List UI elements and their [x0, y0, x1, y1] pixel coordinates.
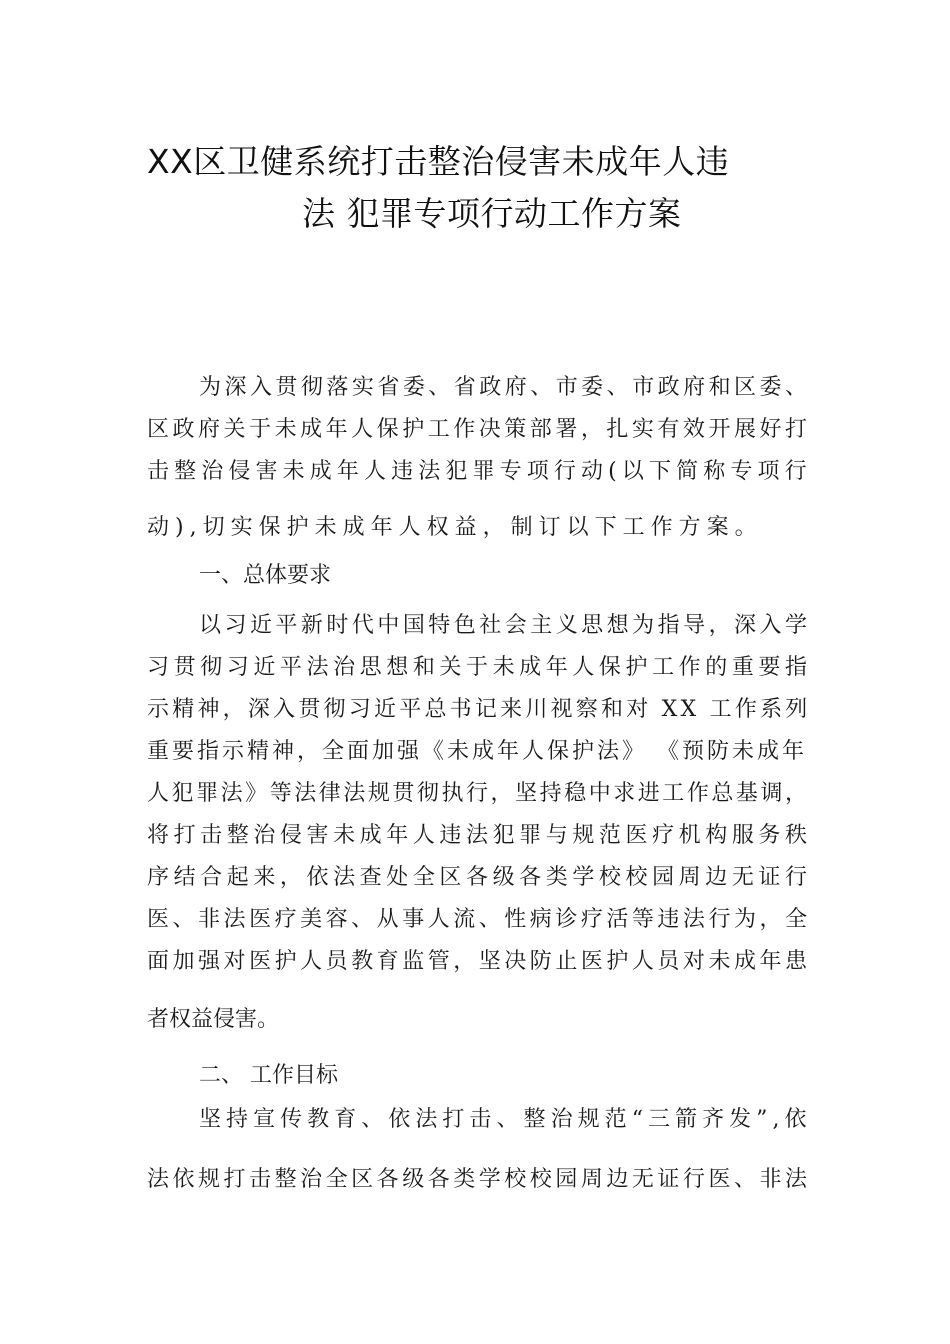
- document-title-line-2: 法 犯罪专项行动工作方案: [302, 194, 682, 233]
- section1-line: 将打击整治侵害未成年人违法犯罪与规范医疗机构服务秩: [147, 823, 812, 848]
- section1-line: 人犯罪法》等法律法规贯彻执行，坚持稳中求进工作总基调，: [147, 781, 810, 806]
- intro-line: 区政府关于未成年人保护工作决策部署，扎实有效开展好打: [147, 417, 811, 442]
- intro-line: 为深入贯彻落实省委、省政府、市委、市政府和区委、: [199, 375, 811, 400]
- section1-line: 以习近平新时代中国特色社会主义思想为指导，深入学: [199, 613, 811, 638]
- section2-line: 法依规打击整治全区各级各类学校校园周边无证行医、非法: [147, 1167, 811, 1192]
- section1-line: 医、非法医疗美容、从事人流、性病诊疗活等违法行为，全: [147, 907, 811, 932]
- section1-line: 重要指示精神，全面加强《未成年人保护法》 《预防未成年: [147, 739, 807, 764]
- section1-line: 者权益侵害。: [147, 1007, 280, 1032]
- section1-line: 示精神，深入贯彻习近平总书记来川视察和对 XX 工作系列: [147, 697, 811, 722]
- document-title-line-1: XX区卫健系统打击整治侵害未成年人违: [147, 142, 730, 181]
- section-heading-1: 一、总体要求: [199, 563, 332, 588]
- section1-line: 序结合起来，依法查处全区各级各类学校校园周边无证行: [147, 865, 812, 890]
- section2-line: 坚持宣传教育、依法打击、整治规范“三箭齐发”,依: [199, 1107, 812, 1132]
- intro-line: 动),切实保护未成年人权益，制订以下工作方案。: [147, 515, 763, 540]
- intro-line: 击整治侵害未成年人违法犯罪专项行动(以下简称专项行: [147, 459, 812, 484]
- section-heading-2: 二、 工作目标: [199, 1063, 338, 1088]
- section1-line: 习贯彻习近平法治思想和关于未成年人保护工作的重要指: [147, 655, 812, 680]
- section1-line: 面加强对医护人员教育监管，坚决防止医护人员对未成年患: [147, 949, 811, 974]
